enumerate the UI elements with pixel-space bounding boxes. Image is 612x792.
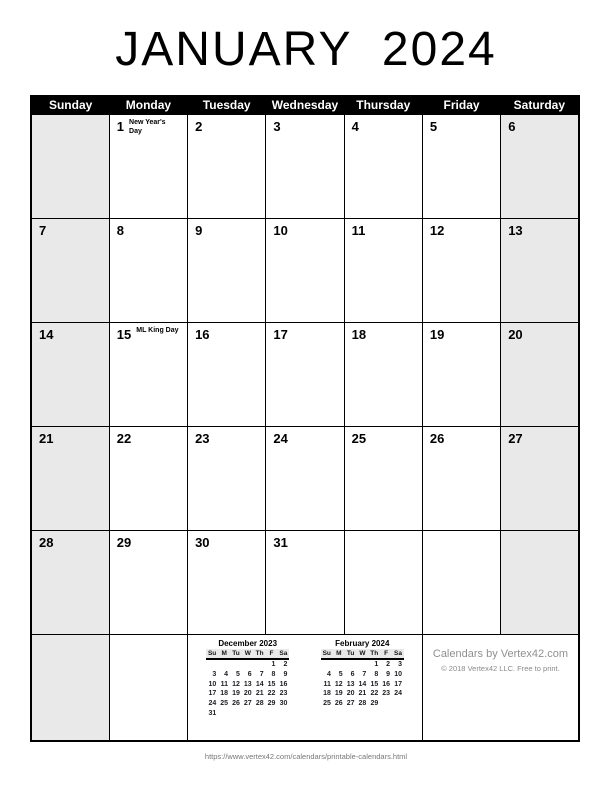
mini-day-cell: 22 xyxy=(370,690,379,698)
mini-day-cell: 24 xyxy=(208,700,217,707)
mini-day-cell: 9 xyxy=(283,670,288,678)
mini-day-cell: 25 xyxy=(323,700,331,707)
mini-day-header: F xyxy=(266,649,278,659)
mini-day-cell: 16 xyxy=(279,680,288,688)
credits-vertex42: Calendars by Vertex42.com xyxy=(432,648,569,660)
day-cell xyxy=(266,115,344,219)
day-number: 22 xyxy=(116,431,132,446)
day-cell xyxy=(422,219,500,323)
footer-url-link[interactable]: https://www.vertex42.com/calendars/printable-calendars.html xyxy=(204,752,408,761)
mini-calendar-february-2024 xyxy=(306,639,418,709)
empty-weekend-cell xyxy=(31,635,109,741)
day-cell xyxy=(501,531,579,635)
mini-day-cell xyxy=(277,709,289,719)
mini-day-cell: 12 xyxy=(232,680,240,688)
mini-day-cell: 5 xyxy=(338,670,343,678)
mini-day-cell: 23 xyxy=(279,690,288,698)
day-cell xyxy=(422,531,500,635)
day-header-friday: Friday xyxy=(422,96,500,115)
mini-day-cell xyxy=(392,699,404,709)
mini-day-cell: 19 xyxy=(232,690,240,698)
day-number: 8 xyxy=(116,223,125,238)
day-number: 17 xyxy=(273,327,288,342)
day-cell xyxy=(266,323,344,427)
mini-week-row xyxy=(321,659,404,670)
mini-day-header: Tu xyxy=(230,649,242,659)
mini-day-cell xyxy=(321,659,333,670)
mini-day-header: W xyxy=(242,649,254,659)
mini-day-cell: 9 xyxy=(386,670,391,678)
day-number: 28 xyxy=(39,535,54,550)
day-cell xyxy=(501,219,579,323)
week-row xyxy=(31,115,579,219)
mini-day-header: M xyxy=(333,649,345,659)
mini-day-cell: 8 xyxy=(374,670,379,678)
mini-day-cell: 3 xyxy=(398,661,402,668)
day-number: 13 xyxy=(508,223,523,238)
mini-calendar-title: December 2023 xyxy=(218,639,278,648)
day-number: 20 xyxy=(508,327,523,342)
mini-day-cell xyxy=(380,699,392,709)
mini-week-row xyxy=(206,699,289,709)
day-cell xyxy=(266,531,344,635)
day-number: 1 xyxy=(116,119,125,134)
mini-day-header: Su xyxy=(322,650,331,657)
mini-day-cell: 13 xyxy=(346,680,355,688)
mini-day-cell xyxy=(333,659,345,670)
mini-day-header: Th xyxy=(255,650,264,657)
mini-day-cell: 14 xyxy=(255,680,264,688)
mini-day-cell: 17 xyxy=(394,680,402,688)
day-number: 2 xyxy=(195,119,203,134)
weekday-header-row xyxy=(31,96,579,115)
day-cell xyxy=(188,115,266,219)
day-header-saturday: Saturday xyxy=(501,96,579,115)
day-number: 21 xyxy=(39,431,54,446)
mini-day-cell xyxy=(254,659,266,670)
day-number: 18 xyxy=(351,327,367,342)
mini-calendar-december-2023 xyxy=(192,639,304,719)
mini-week-row xyxy=(206,680,289,690)
mini-week-row xyxy=(206,659,289,670)
day-cell xyxy=(344,531,422,635)
mini-day-header: W xyxy=(356,649,368,659)
mini-day-cell: 27 xyxy=(346,700,355,707)
mini-day-cell: 1 xyxy=(374,661,379,668)
mini-day-cell: 18 xyxy=(220,690,229,698)
mini-week-row xyxy=(321,699,404,709)
day-cell xyxy=(109,531,187,635)
mini-calendars-wrap xyxy=(189,639,421,719)
day-cell xyxy=(422,323,500,427)
mini-day-cell: 5 xyxy=(235,670,240,678)
mini-day-cell xyxy=(218,709,230,719)
mini-day-cell: 20 xyxy=(346,690,355,698)
mini-day-header: Sa xyxy=(279,650,288,657)
day-header-tuesday: Tuesday xyxy=(188,96,266,115)
day-number: 27 xyxy=(508,431,523,446)
mini-day-cell: 12 xyxy=(334,680,343,688)
mini-day-cell: 28 xyxy=(255,700,264,707)
mini-day-cell: 4 xyxy=(224,670,229,678)
day-cell xyxy=(109,323,187,427)
day-cell xyxy=(31,323,109,427)
mini-day-cell: 11 xyxy=(323,680,331,688)
day-number: 12 xyxy=(429,223,445,238)
day-cell xyxy=(188,531,266,635)
mini-day-cell: 21 xyxy=(358,690,367,698)
footer xyxy=(0,746,612,764)
mini-calendars-cell xyxy=(188,635,423,741)
credits-copyright: © 2018 Vertex42 LLC. Free to print. xyxy=(441,664,560,674)
mini-day-header: Su xyxy=(207,650,217,657)
week-row xyxy=(31,323,579,427)
day-cell xyxy=(31,219,109,323)
page-title: JANUARY 2024 xyxy=(115,23,497,76)
mini-week-row xyxy=(321,689,404,699)
day-cell xyxy=(344,323,422,427)
mini-header-row xyxy=(321,649,404,659)
mini-day-cell: 21 xyxy=(255,690,264,698)
mini-day-cell: 1 xyxy=(271,661,276,668)
day-number: 5 xyxy=(429,119,438,134)
mini-week-row xyxy=(321,670,404,680)
mini-calendar-title: February 2024 xyxy=(335,639,390,648)
day-cell xyxy=(501,427,579,531)
mini-day-cell: 7 xyxy=(362,670,367,678)
day-header-sunday: Sunday xyxy=(31,96,109,115)
mini-day-cell xyxy=(230,659,242,670)
mini-day-cell: 10 xyxy=(394,670,402,678)
mini-day-cell xyxy=(254,709,266,719)
mini-day-cell: 17 xyxy=(208,690,217,698)
day-cell xyxy=(188,219,266,323)
mini-day-cell: 14 xyxy=(358,680,367,688)
week-row xyxy=(31,427,579,531)
day-number: 19 xyxy=(429,327,445,342)
mini-day-cell: 13 xyxy=(243,680,252,688)
mini-day-cell: 24 xyxy=(394,690,402,698)
mini-day-cell: 10 xyxy=(208,680,217,688)
day-number: 24 xyxy=(273,431,288,446)
day-cell xyxy=(266,427,344,531)
day-cell xyxy=(422,115,500,219)
day-number: 14 xyxy=(39,327,54,342)
mini-day-cell xyxy=(218,659,230,670)
day-cell xyxy=(31,115,109,219)
mini-day-cell: 6 xyxy=(350,670,355,678)
day-cell xyxy=(344,427,422,531)
mini-day-cell: 11 xyxy=(220,680,229,688)
mini-day-cell: 25 xyxy=(220,700,229,707)
bottom-row xyxy=(31,635,579,741)
mini-day-cell: 16 xyxy=(382,680,391,688)
day-cell xyxy=(109,219,187,323)
credits-cell xyxy=(422,635,579,741)
week-row xyxy=(31,531,579,635)
mini-day-cell: 6 xyxy=(247,670,252,678)
mini-day-cell xyxy=(266,709,278,719)
mini-day-header: Th xyxy=(370,650,379,657)
mini-day-cell: 4 xyxy=(326,670,331,678)
day-cell xyxy=(344,115,422,219)
day-cell xyxy=(188,323,266,427)
day-header-wednesday: Wednesday xyxy=(266,96,344,115)
mini-day-cell: 18 xyxy=(323,690,331,698)
week-row xyxy=(31,219,579,323)
day-cell xyxy=(188,427,266,531)
day-number: 11 xyxy=(351,223,366,238)
day-number: 3 xyxy=(273,119,281,134)
mini-day-cell: 8 xyxy=(271,670,276,678)
mini-day-cell: 2 xyxy=(386,661,391,668)
mini-day-cell xyxy=(242,709,254,719)
mini-week-row xyxy=(206,709,289,719)
day-cell xyxy=(31,427,109,531)
day-cell xyxy=(501,115,579,219)
mini-day-cell: 27 xyxy=(243,700,252,707)
mini-day-cell: 2 xyxy=(283,661,288,668)
mini-calendar-table xyxy=(321,649,404,709)
mini-calendar-table xyxy=(206,649,289,719)
day-number: 30 xyxy=(195,535,210,550)
mini-header-row xyxy=(206,649,289,659)
day-cell xyxy=(31,531,109,635)
holiday-note: ML King Day xyxy=(136,327,179,334)
day-number: 10 xyxy=(273,223,288,238)
mini-day-cell: 31 xyxy=(208,709,217,717)
mini-day-cell xyxy=(206,659,218,670)
mini-day-cell: 26 xyxy=(334,700,343,707)
day-number: 29 xyxy=(116,535,132,550)
day-number: 15 xyxy=(116,327,132,342)
day-number: 16 xyxy=(195,327,210,342)
day-number: 26 xyxy=(429,431,445,446)
mini-day-cell: 23 xyxy=(382,690,391,698)
mini-day-cell: 7 xyxy=(259,670,264,678)
day-cell xyxy=(109,115,187,219)
day-number: 23 xyxy=(195,431,210,446)
mini-day-cell: 15 xyxy=(267,680,276,688)
mini-day-header: Tu xyxy=(345,649,357,659)
day-cell xyxy=(501,323,579,427)
mini-day-cell: 15 xyxy=(370,680,379,688)
mini-day-cell: 20 xyxy=(243,690,252,698)
day-cell xyxy=(344,219,422,323)
mini-day-cell: 29 xyxy=(370,700,379,707)
mini-day-cell: 26 xyxy=(232,700,240,707)
mini-week-row xyxy=(206,689,289,699)
day-header-thursday: Thursday xyxy=(344,96,422,115)
mini-day-cell xyxy=(356,659,368,670)
day-cell xyxy=(109,427,187,531)
day-number: 7 xyxy=(39,223,47,238)
mini-day-cell xyxy=(242,659,254,670)
mini-day-header: F xyxy=(380,649,392,659)
empty-cell xyxy=(109,635,187,741)
day-header-monday: Monday xyxy=(109,96,187,115)
mini-day-cell: 22 xyxy=(267,690,276,698)
day-number: 31 xyxy=(273,535,288,550)
calendar-table xyxy=(30,95,580,742)
day-cell xyxy=(266,219,344,323)
mini-day-cell: 29 xyxy=(267,700,276,707)
day-number: 9 xyxy=(195,223,203,238)
mini-week-row xyxy=(206,670,289,680)
day-number: 4 xyxy=(351,119,359,134)
mini-day-cell: 19 xyxy=(334,690,343,698)
mini-day-cell: 3 xyxy=(212,670,217,678)
mini-day-cell xyxy=(230,709,242,719)
mini-day-cell xyxy=(345,659,357,670)
mini-week-row xyxy=(321,680,404,690)
mini-day-header: Sa xyxy=(394,650,402,657)
day-number: 6 xyxy=(508,119,516,134)
mini-day-header: M xyxy=(218,649,230,659)
holiday-note: New Year's Day xyxy=(129,119,166,135)
mini-day-cell: 30 xyxy=(279,700,288,707)
day-cell xyxy=(422,427,500,531)
mini-day-cell: 28 xyxy=(358,700,367,707)
day-number: 25 xyxy=(351,431,367,446)
